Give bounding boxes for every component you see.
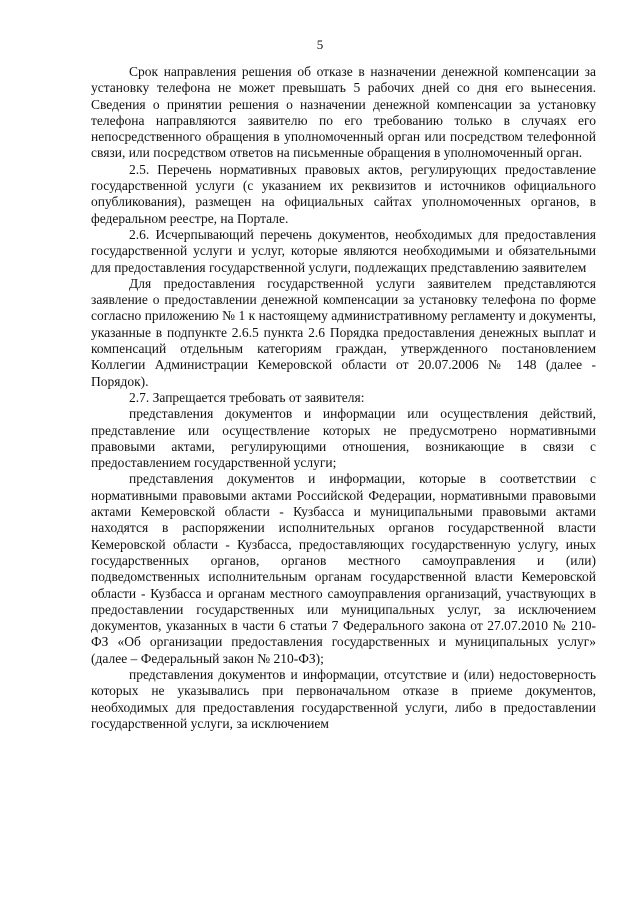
paragraph-2-6-documents-list: 2.6. Исчерпывающий перечень документов, необходимых для предоставления государственной услуги и услуг, которые являются необходимыми и обязательными для предоставления государственной услуги, подлежащих представлению заявителем (91, 226, 596, 275)
paragraph-prohibition-actions: представления документов и информации или осуществления действий, представление или осуществление которых не предусмотрено нормативными правовыми актами, регулирующими отношения, возникающие в связи с предоставлением государственной услуги; (91, 406, 596, 471)
paragraph-refusal-deadline: Срок направления решения об отказе в назначении денежной компенсации за установку телефона не может превышать 5 рабочих дней со дня его вынесения. Сведения о принятии решения о назначении денежной компенсации за установку телефона направляются заявителю по его требованию только в случаях его непосредственного обращения в уполномоченный орган или посредством телефонной связи, или посредством ответов на письменные обращения в уполномоченный орган. (91, 64, 596, 161)
document-body (91, 64, 596, 732)
paragraph-prohibition-documents: представления документов и информации, которые в соответствии с нормативными правовыми актами Российской Федерации, нормативными правовыми актами Кемеровской области - Кузбасса и муниципальными правовыми актами находятся в распоряжении исполнительных органов государственной власти Кемеровской области - Кузбасса, предоставляющих государственную услугу, иных государственных органов, органов местного самоуправления и (или) подведомственных исполнительным органам государственной власти Кемеровской области - Кузбасса и органам местного самоуправления организаций, участвующих в предоставлении государственных или муниципальных услуг, за исключением документов, указанных в части 6 статьи 7 Федерального закона от 27.07.2010 № 210-ФЗ «Об организации предоставления государственных и муниципальных услуг» (далее – Федеральный закон № 210-ФЗ); (91, 471, 596, 666)
page-number: 5 (316, 37, 324, 52)
paragraph-application-documents: Для предоставления государственной услуги заявителем представляются заявление о предоставлении денежной компенсации за установку телефона по форме согласно приложению № 1 к настоящему административному регламенту и документы, указанные в подпункте 2.6.5 пункта 2.6 Порядка предоставления денежных выплат и компенсаций отдельным категориям граждан, утвержденного постановлением Коллегии Администрации Кемеровской области от 20.07.2006 № 148 (далее - Порядок). (91, 275, 596, 389)
paragraph-prohibition-unreported: представления документов и информации, отсутствие и (или) недостоверность которых не указывались при первоначальном отказе в приеме документов, необходимых для предоставления государственной услуги, либо в предоставлении государственной услуги, за исключением (91, 666, 596, 731)
paragraph-2-5-legal-acts: 2.5. Перечень нормативных правовых актов, регулирующих предоставление государственной услуги (с указанием их реквизитов и источников официального опубликования), размещен на официальных сайтах уполномоченных органов, в федеральном реестре, на Портале. (91, 161, 596, 226)
paragraph-2-7-prohibitions: 2.7. Запрещается требовать от заявителя: (129, 389, 365, 405)
